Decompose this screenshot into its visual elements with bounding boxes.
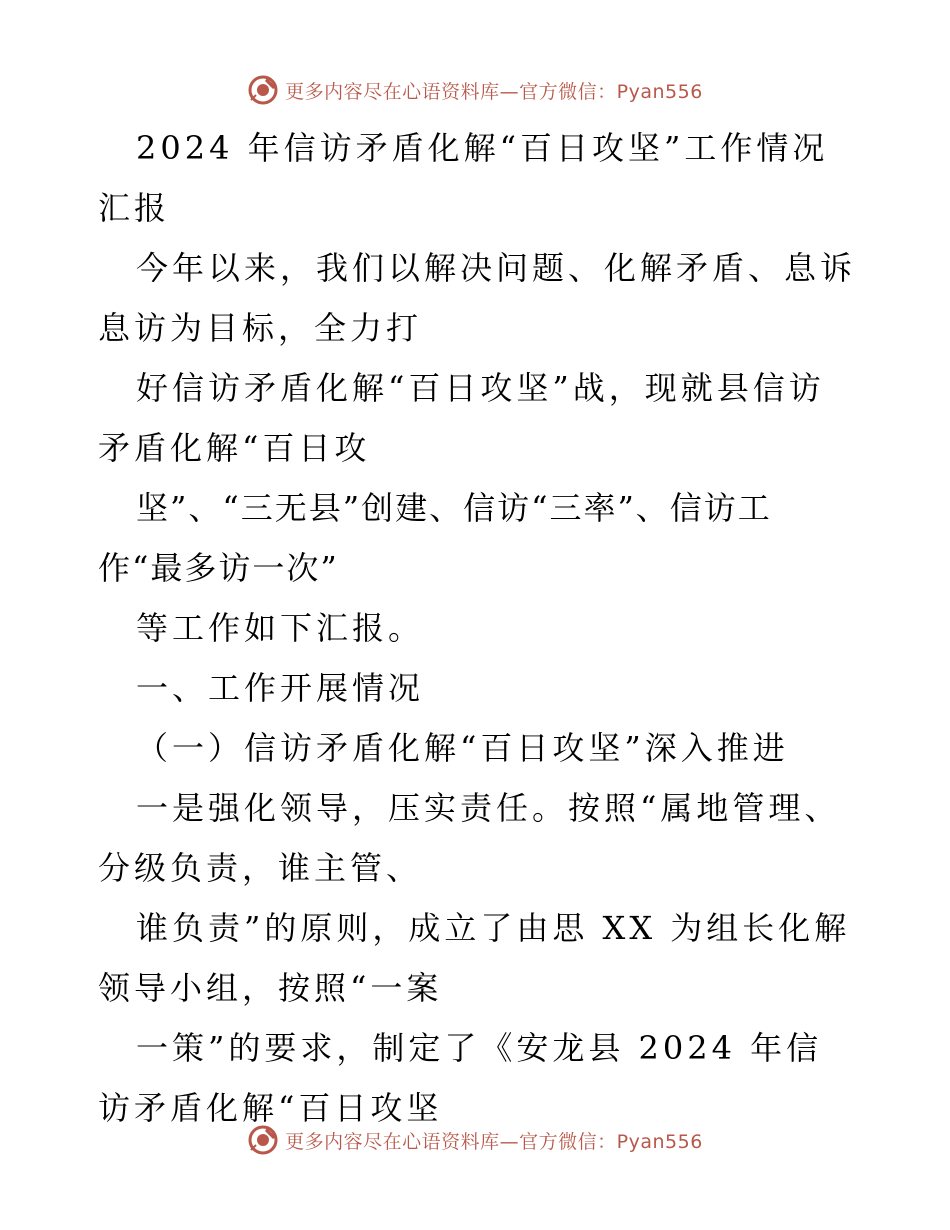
document-body xyxy=(98,118,858,1138)
paragraph: 谁负责”的原则，成立了由思 XX 为组长化解领导小组，按照“一案 xyxy=(98,909,851,1007)
header-watermark xyxy=(0,70,950,110)
paragraph: 坚”、“三无县”创建、信访“三率”、信访工作“最多访一次” xyxy=(98,489,772,587)
subsection-heading: （一）信访矛盾化解“百日攻坚”深入推进 xyxy=(136,729,789,767)
report-title: 2024 年信访矛盾化解“百日攻坚”工作情况汇报 xyxy=(98,129,829,227)
header-watermark-text: 更多内容尽在心语资料库—官方微信：Pyan556 xyxy=(285,80,703,103)
paragraph: 今年以来，我们以解决问题、化解矛盾、息诉息访为目标，全力打 xyxy=(98,249,857,347)
paragraph: 等工作如下汇报。 xyxy=(136,609,425,647)
paragraph: 一是强化领导，压实责任。按照“属地管理、分级负责，谁主管、 xyxy=(98,789,841,887)
pen-logo-icon xyxy=(247,1124,279,1156)
paragraph: 好信访矛盾化解“百日攻坚”战，现就县信访矛盾化解“百日攻 xyxy=(98,369,825,467)
footer-watermark-text: 更多内容尽在心语资料库—官方微信：Pyan556 xyxy=(285,1130,703,1153)
paragraph: 一策”的要求，制定了《安龙县 2024 年信访矛盾化解“百日攻坚 xyxy=(98,1029,823,1127)
footer-watermark xyxy=(0,1120,950,1160)
section-heading: 一、工作开展情况 xyxy=(136,669,425,707)
pen-logo-icon xyxy=(247,74,279,106)
